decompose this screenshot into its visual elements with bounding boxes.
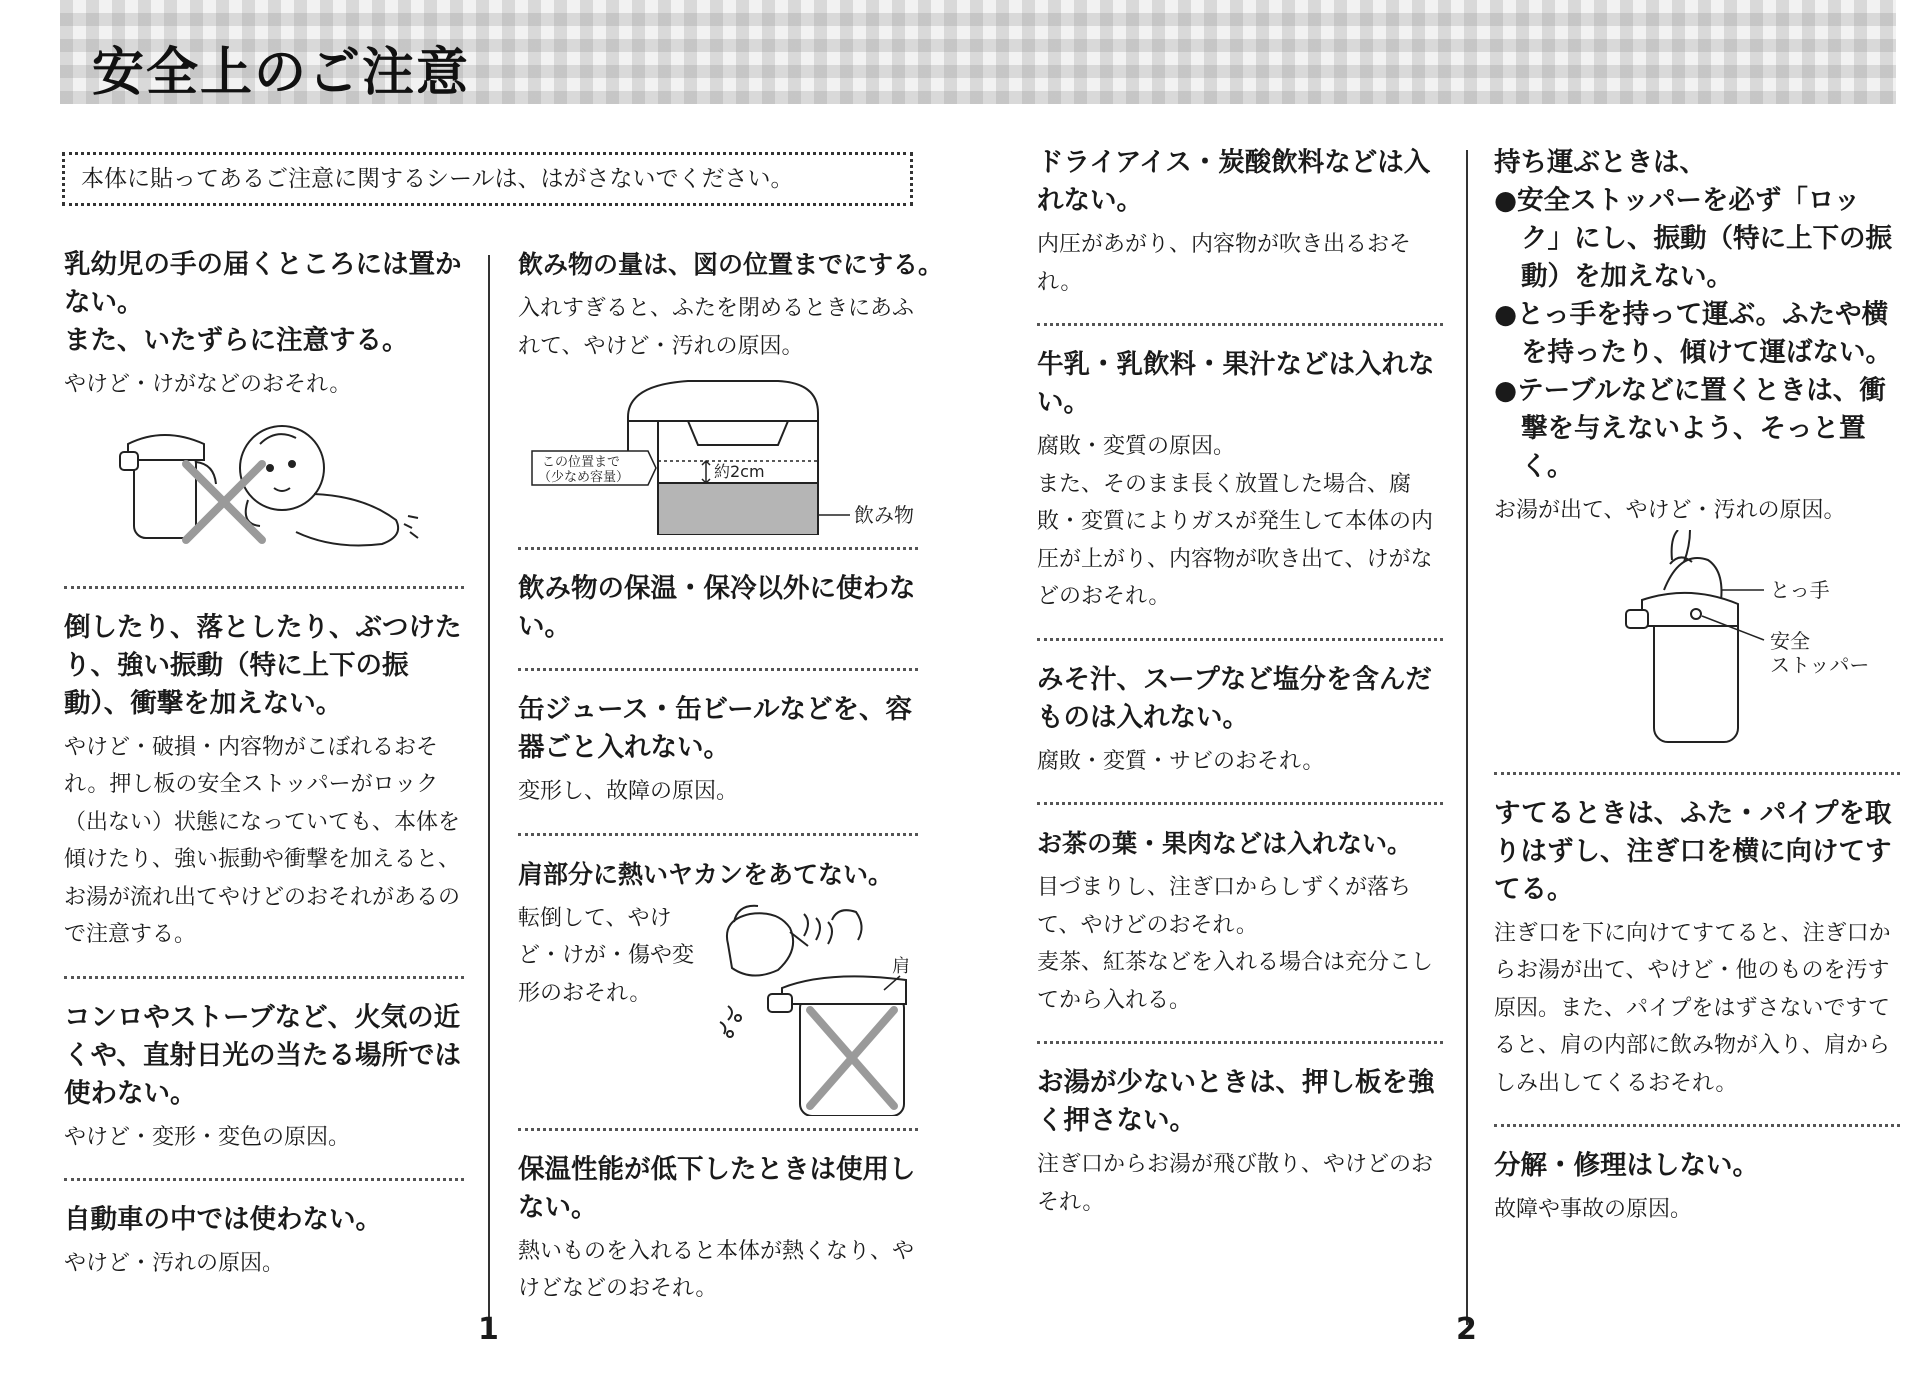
warning-title: お湯が少ないときは、押し板を強く押さない。 — [1037, 1067, 1435, 1136]
fill-amount-label: 約2cm — [714, 462, 765, 481]
warning-item — [1494, 144, 1900, 750]
fill-level-illustration — [518, 365, 918, 535]
column-4 — [1494, 144, 1900, 1229]
warning-item — [1037, 661, 1443, 781]
item-separator — [64, 1178, 464, 1181]
item-separator — [1494, 772, 1900, 775]
warning-title: 自動車の中では使わない。 — [64, 1204, 382, 1235]
warning-bullet: ●テーブルなどに置くときは、衝撃を与えないよう、そっと置く。 — [1494, 375, 1886, 482]
warning-title: 飲み物の保温・保冷以外に使わない。 — [518, 573, 916, 642]
drink-label: 飲み物 — [854, 503, 914, 527]
item-separator — [1494, 1124, 1900, 1127]
warning-body: また、そのまま長く放置した場合、腐敗・変質によりガスが発生して本体の内圧が上がり、内容物が吹き出て、けがなどのおそれ。 — [1037, 471, 1434, 609]
warning-item — [518, 570, 918, 646]
warning-body: やけど・変形・変色の原因。 — [64, 1124, 351, 1150]
warning-item — [1494, 795, 1900, 1103]
item-separator — [1037, 323, 1443, 326]
warning-body: やけど・けがなどのおそれ。 — [64, 372, 352, 397]
warning-body: 腐敗・変質・サビのおそれ。 — [1037, 748, 1325, 774]
warning-title: お茶の葉・果肉などは入れない。 — [1037, 829, 1413, 858]
warning-bullet: ●とっ手を持って運ぶ。ふたや横を持ったり、傾けて運ばない。 — [1494, 299, 1892, 368]
warning-title: 飲み物の量は、図の位置までにする。 — [518, 250, 944, 279]
warning-item — [1494, 1147, 1900, 1229]
warning-item — [1037, 144, 1443, 301]
stopper-label-1: 安全 — [1770, 628, 1810, 653]
warning-body: 目づまりし、注ぎ口からしずくが落ちて、やけどのおそれ。 — [1037, 875, 1412, 938]
carry-illustration — [1494, 530, 1900, 750]
item-separator — [1037, 638, 1443, 641]
warning-title: 保温性能が低下したときは使用しない。 — [518, 1153, 916, 1223]
column-divider — [1466, 150, 1468, 1325]
warning-body: 熱いものを入れると本体が熱くなり、やけどなどのおそれ。 — [518, 1238, 915, 1301]
item-separator — [64, 976, 464, 979]
warning-title: すてるときは、ふた・パイプを取りはずし、注ぎ口を横に向けてすてる。 — [1494, 797, 1892, 905]
item-separator — [64, 586, 464, 589]
stopper-label-2: ストッパー — [1770, 652, 1870, 677]
fill-position-label: この位置まで — [542, 455, 621, 470]
shoulder-label: 肩 — [892, 955, 910, 977]
warning-item — [64, 999, 464, 1157]
warning-body: やけど・破損・内容物がこぼれるおそれ。押し板の安全ストッパーがロック（出ない）状態になっていても、本体を傾けたり、強い振動や衝撃を加えると、お湯が流れ出てやけどのおそれがあるので注意する。 — [64, 734, 461, 947]
item-separator — [1037, 802, 1443, 805]
warning-title: 肩部分に熱いヤカンをあてない。 — [518, 859, 894, 889]
warning-title: 牛乳・乳飲料・果汁などは入れない。 — [1037, 349, 1435, 418]
column-1 — [64, 246, 464, 1283]
warning-body: 注ぎ口からお湯が飛び散り、やけどのおそれ。 — [1037, 1152, 1434, 1215]
column-divider — [488, 255, 490, 1325]
sticker-notice: 本体に貼ってあるご注意に関するシールは、はがさないでください。 — [62, 152, 913, 206]
warning-title: みそ汁、スープなど塩分を含んだものは入れない。 — [1037, 663, 1432, 733]
warning-item — [518, 856, 918, 1120]
warning-body: 注ぎ口を下に向けてすてると、注ぎ口からお湯が出て、やけど・他のものを汚す原因。また、パイプをはずさないですてると、肩の内部に飲み物が入り、肩からしみ出してくるおそれ。 — [1494, 920, 1891, 1096]
warning-title: 倒したり、落としたり、ぶつけたり、強い振動（特に上下の振動）、衝撃を加えない。 — [64, 611, 462, 719]
warning-item — [64, 246, 464, 564]
warning-body: お湯が出て、やけど・汚れの原因。 — [1494, 498, 1846, 523]
warning-body: 入れすぎると、ふたを閉めるときにあふれて、やけど・汚れの原因。 — [518, 296, 915, 359]
baby-illustration — [64, 404, 464, 564]
warning-title: コンロやストーブなど、火気の近くや、直射日光の当たる場所では使わない。 — [64, 1001, 461, 1109]
warning-title: 乳幼児の手の届くところには置かない。 また、いたずらに注意する。 — [64, 249, 462, 356]
warning-item — [1037, 1064, 1443, 1221]
kettle-illustration — [708, 900, 918, 1116]
column-3 — [1037, 144, 1443, 1221]
item-separator — [518, 1128, 918, 1131]
warning-item — [64, 609, 464, 954]
warning-title: 缶ジュース・缶ビールなどを、容器ごと入れない。 — [518, 694, 913, 763]
warning-item — [518, 1151, 918, 1308]
warning-body: 腐敗・変質の原因。 — [1037, 434, 1236, 459]
page-title: 安全上のご注意 — [92, 43, 471, 103]
item-separator — [518, 668, 918, 671]
warning-item — [518, 691, 918, 811]
warning-item — [64, 1201, 464, 1283]
item-separator — [518, 833, 918, 836]
page-number-left: 1 — [478, 1312, 499, 1347]
warning-body: 転倒して、やけど・けが・傷や変形のおそれ。 — [518, 905, 695, 1006]
warning-body: 内圧があがり、内容物が吹き出るおそれ。 — [1037, 232, 1412, 295]
handle-label: とっ手 — [1770, 577, 1830, 602]
warning-body: 故障や事故の原因。 — [1494, 1197, 1693, 1222]
column-2 — [518, 246, 944, 1308]
warning-item — [518, 246, 944, 535]
warning-title: ドライアイス・炭酸飲料などは入れない。 — [1037, 147, 1431, 216]
warning-body: 変形し、故障の原因。 — [518, 779, 739, 804]
warning-body: やけど・汚れの原因。 — [64, 1251, 285, 1276]
warning-item — [1037, 825, 1443, 1019]
item-separator — [1037, 1041, 1443, 1044]
warning-item — [1037, 346, 1443, 616]
fill-volume-label: （少なめ容量） — [538, 470, 630, 485]
warning-title: 持ち運ぶときは、 — [1494, 147, 1706, 178]
page-number-right: 2 — [1456, 1312, 1477, 1347]
warning-body: 麦茶、紅茶などを入れる場合は充分こしてから入れる。 — [1037, 950, 1434, 1013]
warning-bullet: ●安全ストッパーを必ず「ロック」にし、振動（特に上下の振動）を加えない。 — [1494, 185, 1892, 292]
warning-title: 分解・修理はしない。 — [1494, 1150, 1759, 1181]
item-separator — [518, 547, 918, 550]
